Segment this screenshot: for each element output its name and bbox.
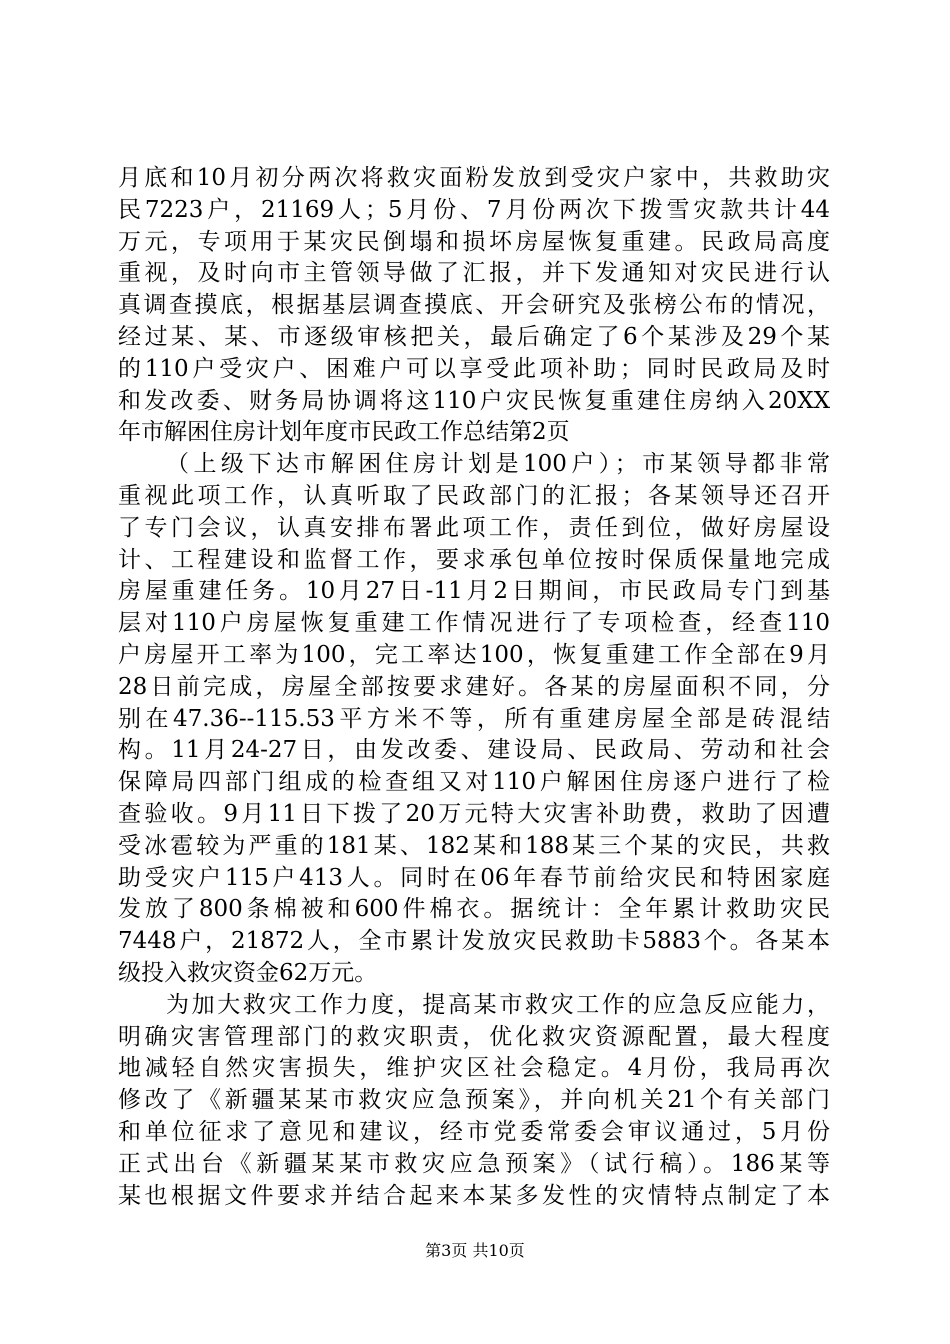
text-line: 户房屋开工率为100，完工率达100，恢复重建工作全部在9月 xyxy=(118,641,830,668)
text-line: 某也根据文件要求并结合起来本某多发性的灾情特点制定了本 xyxy=(118,1182,830,1209)
text-line: 和发改委、财务局协调将这110户灾民恢复重建住房纳入20XX xyxy=(118,387,830,414)
page-number-footer: 第3页 共10页 xyxy=(425,1241,525,1260)
text-line: 地减轻自然灾害损失，维护灾区社会稳定。4月份，我局再次 xyxy=(118,1055,830,1082)
text-line: 经过某、某、市逐级审核把关，最后确定了6个某涉及29个某 xyxy=(118,323,830,350)
text-line: 查验收。9月11日下拨了20万元特大灾害补助费，救助了因遭 xyxy=(118,800,830,827)
text-line: 发放了800条棉被和600件棉衣。据统计：全年累计救助灾民 xyxy=(118,896,830,923)
text-line: 计、工程建设和监督工作，要求承包单位按时保质保量地完成 xyxy=(118,546,830,573)
paragraph-first-line: （上级下达市解困住房计划是100户）；市某领导都非常 xyxy=(166,451,830,478)
body-text xyxy=(118,163,830,1212)
text-line: 别在47.36--115.53平方米不等，所有重建房屋全部是砖混结 xyxy=(118,705,830,732)
text-line: 修改了《新疆某某市救灾应急预案》，并向机关21个有关部门 xyxy=(118,1087,830,1114)
text-line: 房屋重建任务。10月27日-11月2日期间，市民政局专门到基 xyxy=(118,578,830,605)
text-line: 保障局四部门组成的检查组又对110户解困住房逐户进行了检 xyxy=(118,769,830,796)
text-line: 正式出台《新疆某某市救灾应急预案》（试行稿）。186某等 xyxy=(118,1150,830,1177)
text-line: 和单位征求了意见和建议，经市党委常委会审议通过，5月份 xyxy=(118,1118,830,1145)
text-line: 月底和10月初分两次将救灾面粉发放到受灾户家中，共救助灾 xyxy=(118,165,830,191)
text-line: 真调查摸底，根据基层调查摸底、开会研究及张榜公布的情况， xyxy=(118,292,830,319)
text-line: 明确灾害管理部门的救灾职责，优化救灾资源配置，最大程度 xyxy=(118,1023,830,1050)
text-line: 受冰雹较为严重的181某、182某和188某三个某的灾民，共救 xyxy=(118,832,830,859)
paragraph-first-line: 为加大救灾工作力度，提高某市救灾工作的应急反应能力， xyxy=(166,991,830,1018)
text-line: 构。11月24-27日，由发改委、建设局、民政局、劳动和社会 xyxy=(118,737,830,764)
text-line: 7448户，21872人，全市累计发放灾民救助卡5883个。各某本 xyxy=(118,928,830,955)
text-line: 层对110户房屋恢复重建工作情况进行了专项检查，经查110 xyxy=(118,610,830,637)
text-line: 了专门会议，认真安排布署此项工作，责任到位，做好房屋设 xyxy=(118,514,830,541)
text-line: 民7223户，21169人；5月份、7月份两次下拨雪灾款共计44 xyxy=(118,196,830,223)
text-line: 级投入救灾资金62万元。 xyxy=(118,959,378,986)
text-line: 28日前完成，房屋全部按要求建好。各某的房屋面积不同，分 xyxy=(118,673,830,700)
text-line: 万元，专项用于某灾民倒塌和损坏房屋恢复重建。民政局高度 xyxy=(118,228,830,255)
text-line: 年市解困住房计划年度市民政工作总结第2页 xyxy=(118,419,570,446)
text-line: 重视，及时向市主管领导做了汇报，并下发通知对灾民进行认 xyxy=(118,260,830,287)
text-line: 助受灾户115户413人。同时在06年春节前给灾民和特困家庭 xyxy=(118,864,830,891)
text-line: 重视此项工作，认真听取了民政部门的汇报；各某领导还召开 xyxy=(118,482,830,509)
text-line: 的110户受灾户、困难户可以享受此项补助；同时民政局及时 xyxy=(118,355,830,382)
